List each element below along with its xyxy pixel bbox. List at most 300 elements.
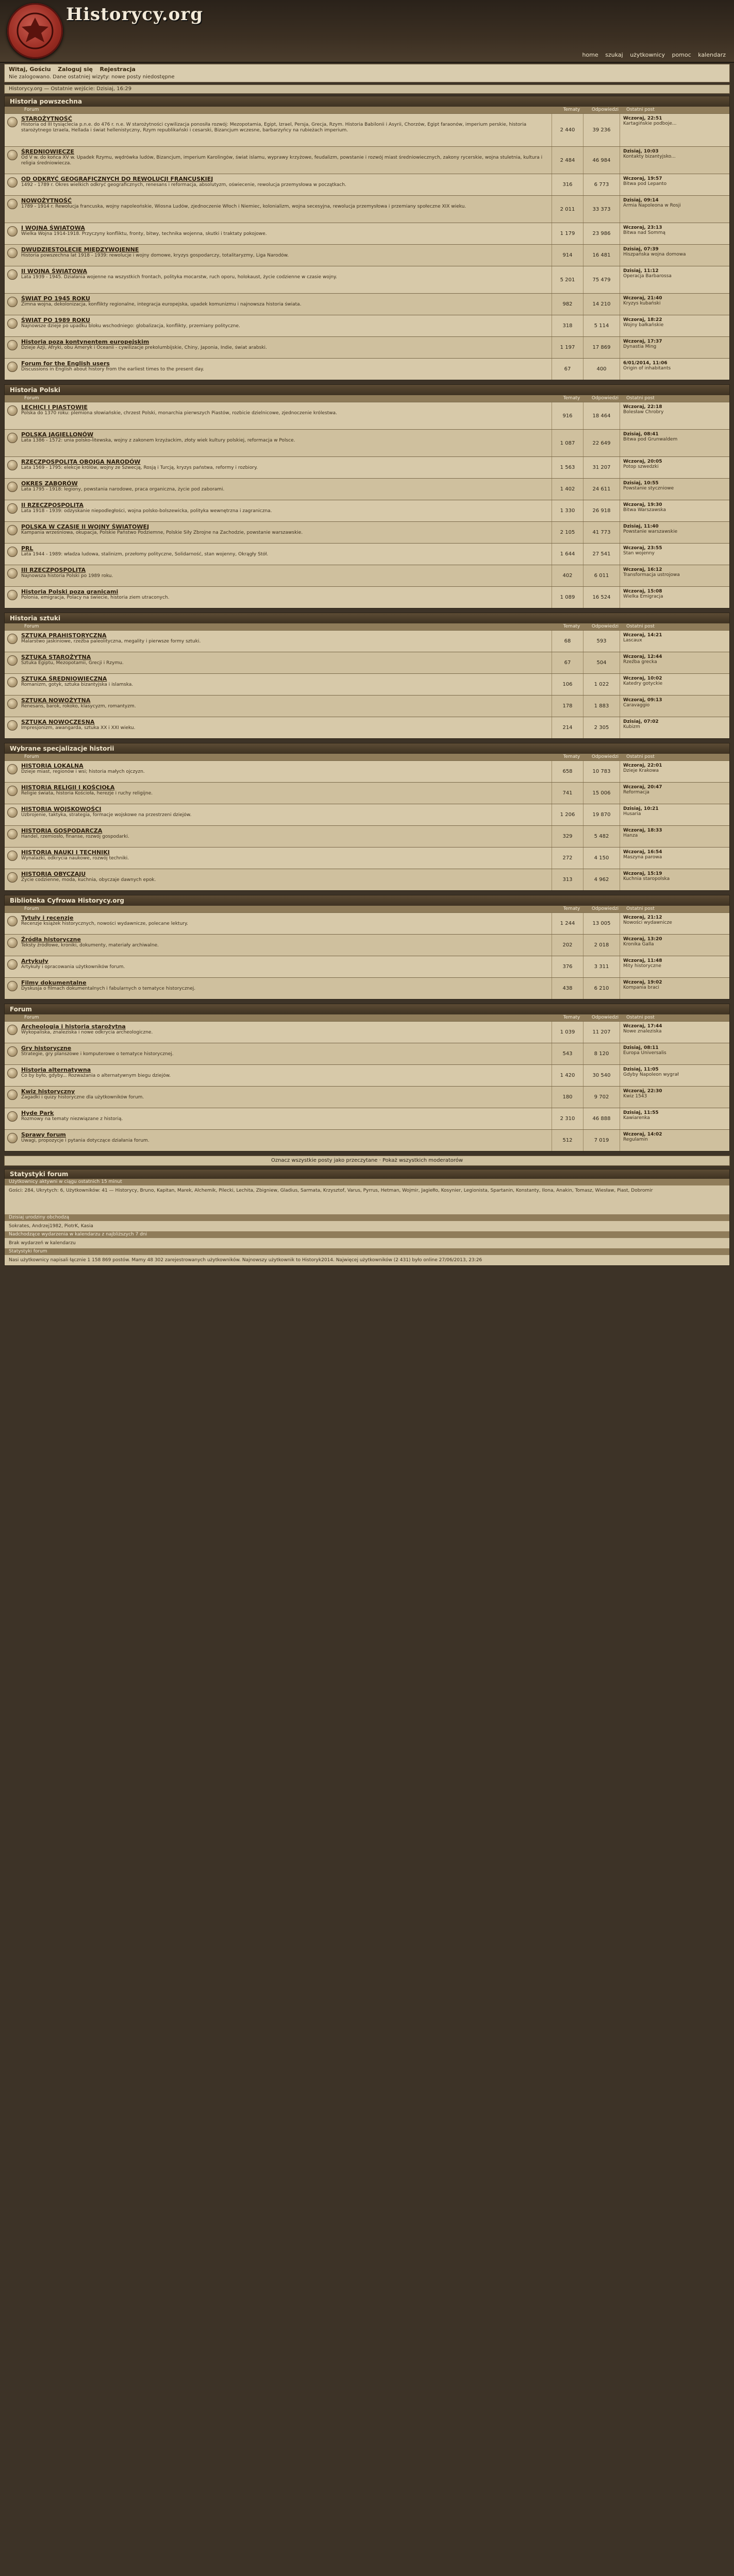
- forum-description: Od V w. do końca XV w. Upadek Rzymu, wędrówka ludów, Bizancjum, imperium Karolingów, świat islamu, wyprawy krzyżowe, feudalizm, powstanie i rozwój miast średniowiecznych, zakony rycerskie, wojna stuletnia, kultura i religia średniowiecza.: [21, 155, 543, 166]
- last-post-date: Dzisiaj, 11:55: [623, 1110, 659, 1115]
- forum-status-icon: [5, 223, 20, 244]
- forum-last-post: [620, 826, 729, 847]
- forum-topic-count: 272: [552, 848, 583, 869]
- forum-topic-count: 1 644: [552, 544, 583, 565]
- forum-status-icon: [5, 114, 20, 146]
- last-post-date: Dzisiaj, 11:05: [623, 1067, 659, 1072]
- last-post-topic-link[interactable]: Powstanie styczniowe: [623, 486, 674, 491]
- last-post-topic-link[interactable]: Nowości wydawnicze: [623, 920, 672, 925]
- column-header-forum: Forum: [24, 107, 39, 112]
- forum-last-post: [620, 223, 729, 244]
- forum-description: Lata 1939 - 1945. Działania wojenne na wszystkich frontach, polityka mocarstw, ruch oporu, holokaust, życie codzienne w czasie wojny.: [21, 275, 337, 280]
- forum-row: [5, 717, 729, 738]
- forum-category: [4, 743, 730, 891]
- forum-post-count: 18 464: [583, 402, 620, 429]
- last-post-date: Wczoraj, 19:30: [623, 502, 662, 507]
- category-title[interactable]: Biblioteka Cyfrowa Historycy.org: [5, 895, 729, 906]
- forum-post-count: 3 311: [583, 956, 620, 977]
- forum-last-post: [620, 359, 729, 380]
- nav-calendar-link[interactable]: kalendarz: [698, 52, 726, 58]
- board-footer-links[interactable]: Oznacz wszystkie posty jako przeczytane · Pokaż wszystkich moderatorów: [4, 1156, 730, 1166]
- forum-last-post: [620, 315, 729, 336]
- online-users: Gości: 284, Ukrytych: 6, Użytkowników: 41 — Historycy, Bruno, Kapitan, Marek, Alchemik, Pilecki, Lechita, Zbigniew, Gladius, Sarmata, Krzysztof, Varus, Pyrrus, Hetman, Wojmir, Jagiełło, Kosynier, Legionista, Spartanin, Konstanty, Ilona, Anakin, Tomasz, Wiesław, Piast, Dobromir: [9, 1188, 653, 1193]
- last-post-date: Wczoraj, 14:21: [623, 633, 662, 638]
- forum-description: Kampania wrześniowa, okupacja, Polskie Państwo Podziemne, Polskie Siły Zbrojne na Zachodzie, powstanie warszawskie.: [21, 530, 303, 535]
- forum-status-icon: [5, 956, 20, 977]
- forum-topic-count: 1 420: [552, 1065, 583, 1086]
- forum-row: [5, 934, 729, 956]
- forum-row: [5, 358, 729, 380]
- forum-last-post: [620, 717, 729, 738]
- forum-topic-count: 1 330: [552, 500, 583, 521]
- last-post-topic-link[interactable]: Lascaux: [623, 638, 642, 643]
- last-post-date: Wczoraj, 22:01: [623, 763, 662, 768]
- column-header-posts: Odpowiedzi: [591, 107, 619, 112]
- forum-title-link[interactable]: STAROŻYTNOŚĆ: [21, 115, 72, 122]
- forum-description: Malarstwo jaskiniowe, rzeźba paleolityczna, megality i pierwsze formy sztuki.: [21, 639, 201, 644]
- forum-description: Lata 1386 - 1572: unia polsko-litewska, wojny z zakonem krzyżackim, złoty wiek kultury polskiej, reformacja w Polsce.: [21, 438, 295, 443]
- forum-title-link[interactable]: SZTUKA STAROŻYTNA: [21, 654, 91, 660]
- forum-post-count: 27 541: [583, 544, 620, 565]
- last-post-topic-link[interactable]: Regulamin: [623, 1137, 648, 1142]
- column-header-posts: Odpowiedzi: [591, 624, 619, 629]
- forum-row: [5, 1064, 729, 1086]
- forum-post-count: 400: [583, 359, 620, 380]
- last-post-topic-link[interactable]: Bitwa pod Grunwaldem: [623, 437, 678, 442]
- last-post-topic-link[interactable]: Maszyna parowa: [623, 855, 662, 860]
- forum-description: Najnowsze dzieje po upadku bloku wschodniego: globalizacja, konflikty, przemiany polityczne.: [21, 324, 240, 329]
- forum-status-icon: [5, 294, 20, 315]
- forum-title-link[interactable]: ŚWIAT PO 1945 ROKU: [21, 295, 90, 302]
- forum-last-post: [620, 848, 729, 869]
- column-header-topics: Tematy: [563, 1015, 580, 1020]
- forum-title-link[interactable]: Historia alternatywna: [21, 1066, 91, 1073]
- register-link[interactable]: Rejestracja: [99, 66, 136, 73]
- forum-topic-count: 741: [552, 783, 583, 804]
- forum-status-icon: [5, 826, 20, 847]
- last-post-topic-link[interactable]: Reformacja: [623, 790, 649, 795]
- forum-status-icon: [5, 479, 20, 500]
- forum-last-post: [620, 174, 729, 195]
- board-container: [4, 64, 730, 1266]
- forum-title-link[interactable]: ŚREDNIOWIECZE: [21, 148, 74, 155]
- forum-title-link[interactable]: II RZECZPOSPOLITA: [21, 502, 84, 509]
- forum-status-icon: [5, 587, 20, 608]
- forum-title-link[interactable]: Historia Polski poza granicami: [21, 588, 119, 595]
- login-status: Nie zalogowano. Dane ostatniej wizyty: nowe posty niedostępne: [9, 74, 175, 80]
- forum-title-link[interactable]: HISTORIA NAUKI I TECHNIKI: [21, 849, 110, 856]
- last-post-topic-link[interactable]: Mity historyczne: [623, 963, 661, 969]
- last-post-topic-link[interactable]: Kryzys kubański: [623, 301, 661, 306]
- column-header-forum: Forum: [24, 624, 39, 629]
- forum-post-count: 4 962: [583, 869, 620, 890]
- forum-status-icon: [5, 1043, 20, 1064]
- forum-post-count: 5 114: [583, 315, 620, 336]
- forum-title-link[interactable]: HISTORIA GOSPODARCZA: [21, 827, 103, 834]
- forum-row: [5, 804, 729, 825]
- forum-title-link[interactable]: POLSKA JAGIELLONÓW: [21, 431, 94, 438]
- forum-title-link[interactable]: HISTORIA LOKALNA: [21, 762, 84, 769]
- last-post-topic-link[interactable]: Katedry gotyckie: [623, 681, 663, 686]
- forum-row: [5, 146, 729, 174]
- forum-post-count: 8 120: [583, 1043, 620, 1064]
- last-post-topic-link[interactable]: Hiszpańska wojna domowa: [623, 252, 686, 257]
- last-post-topic-link[interactable]: Hanza: [623, 833, 638, 838]
- forum-last-post: [620, 565, 729, 586]
- last-post-date: Wczoraj, 20:47: [623, 785, 662, 790]
- last-post-date: Wczoraj, 16:54: [623, 850, 662, 855]
- last-post-topic-link[interactable]: Origin of inhabitants: [623, 366, 671, 371]
- last-post-date: Wczoraj, 11:48: [623, 958, 662, 963]
- forum-post-count: 1 883: [583, 696, 620, 717]
- last-post-date: Dzisiaj, 07:02: [623, 719, 659, 724]
- forum-status-icon: [5, 500, 20, 521]
- nav-members-link[interactable]: użytkownicy: [630, 52, 665, 58]
- column-header-posts: Odpowiedzi: [591, 906, 619, 911]
- forum-last-post: [620, 114, 729, 146]
- forum-post-count: 11 207: [583, 1022, 620, 1043]
- last-post-topic-link[interactable]: Gdyby Napoleon wygrał: [623, 1072, 679, 1077]
- forum-title-link[interactable]: Filmy dokumentalne: [21, 979, 87, 986]
- forum-category: [4, 895, 730, 999]
- last-post-date: Wczoraj, 22:30: [623, 1089, 662, 1094]
- forum-topic-count: 1 179: [552, 223, 583, 244]
- column-header-last: Ostatni post: [626, 396, 655, 401]
- last-post-date: Wczoraj, 22:51: [623, 116, 662, 121]
- last-post-topic-link[interactable]: Potop szwedzki: [623, 464, 659, 469]
- forum-row: [5, 1043, 729, 1064]
- forum-last-post: [620, 935, 729, 956]
- forum-description: Renesans, barok, rokoko, klasycyzm, romantyzm.: [21, 704, 136, 709]
- forum-topic-count: 2 310: [552, 1108, 583, 1129]
- forum-title-link[interactable]: SZTUKA PRAHISTORYCZNA: [21, 632, 107, 639]
- last-post-topic-link[interactable]: Bitwa nad Sommą: [623, 230, 666, 235]
- category-title[interactable]: Historia sztuki: [5, 613, 729, 623]
- forum-title-link[interactable]: Forum for the English users: [21, 360, 110, 367]
- category-title[interactable]: Historia powszechna: [5, 96, 729, 107]
- forum-title-link[interactable]: Sprawy forum: [21, 1131, 66, 1138]
- column-header-forum: Forum: [24, 906, 39, 911]
- forum-post-count: 19 870: [583, 804, 620, 825]
- forum-description: Życie codzienne, moda, kuchnia, obyczaje dawnych epok.: [21, 877, 156, 883]
- forum-title-link[interactable]: SZTUKA NOWOŻYTNA: [21, 697, 91, 704]
- forum-title-link[interactable]: DWUDZIESTOLECIE MIĘDZYWOJENNE: [21, 246, 139, 253]
- forum-row: [5, 869, 729, 890]
- forum-row: [5, 586, 729, 608]
- forum-category: [4, 1004, 730, 1151]
- nav-help-link[interactable]: pomoc: [672, 52, 691, 58]
- forum-title-link[interactable]: HISTORIA OBYCZAJU: [21, 871, 86, 877]
- forum-row: [5, 673, 729, 695]
- forum-description: Lata 1944 - 1989: władza ludowa, stalinizm, przełomy polityczne, Solidarność, stan wojenny, Okrągły Stół.: [21, 552, 269, 557]
- forum-status-icon: [5, 522, 20, 543]
- column-header-forum: Forum: [24, 1015, 39, 1020]
- category-list: [4, 96, 730, 1151]
- forum-last-post: [620, 696, 729, 717]
- forum-row: [5, 956, 729, 977]
- forum-description: Lata 1918 - 1939: odzyskanie niepodległości, wojna polsko-bolszewicka, polityka wewnętrzna i zagraniczna.: [21, 509, 272, 514]
- forum-description: Uwagi, propozycje i pytania dotyczące działania forum.: [21, 1138, 149, 1143]
- welcome-text: Witaj, Gościu: [9, 66, 51, 73]
- category-title[interactable]: Historia Polski: [5, 385, 729, 395]
- forum-post-count: 39 236: [583, 114, 620, 146]
- forum-description: Dzieje miast, regionów i wsi; historia małych ojczyzn.: [21, 769, 145, 774]
- last-post-date: Wczoraj, 21:40: [623, 296, 662, 301]
- forum-topic-count: 313: [552, 869, 583, 890]
- last-post-topic-link[interactable]: Operacja Barbarossa: [623, 274, 672, 279]
- last-post-date: Dzisiaj, 09:14: [623, 198, 659, 203]
- last-post-date: Wczoraj, 20:05: [623, 459, 662, 464]
- forum-topic-count: 402: [552, 565, 583, 586]
- forum-status-icon: [5, 174, 20, 195]
- forum-description: Romanizm, gotyk, sztuka bizantyjska i islamska.: [21, 682, 134, 687]
- column-header-last: Ostatni post: [626, 1015, 655, 1020]
- category-title[interactable]: Forum: [5, 1004, 729, 1014]
- forum-title-link[interactable]: OKRES ZABORÓW: [21, 480, 78, 487]
- forum-description: Polonia, emigracja, Polacy na świecie, historia ziem utraconych.: [21, 595, 170, 600]
- forum-last-post: [620, 1022, 729, 1043]
- forum-topic-count: 329: [552, 826, 583, 847]
- forum-row: [5, 782, 729, 804]
- column-header-last: Ostatni post: [626, 624, 655, 629]
- nav-search-link[interactable]: szukaj: [605, 52, 623, 58]
- forum-row: [5, 760, 729, 782]
- forum-row: [5, 195, 729, 223]
- last-post-topic-link[interactable]: Bitwa pod Lepanto: [623, 181, 667, 187]
- forum-row: [5, 1129, 729, 1151]
- forum-row: [5, 977, 729, 999]
- forum-row: [5, 315, 729, 336]
- column-header-last: Ostatni post: [626, 754, 655, 759]
- last-post-date: Wczoraj, 21:12: [623, 915, 662, 920]
- column-header-topics: Tematy: [563, 624, 580, 629]
- calendar-heading: Nadchodzące wydarzenia w kalendarzu z najbliższych 7 dni: [5, 1231, 729, 1238]
- last-post-topic-link[interactable]: Dynastia Ming: [623, 344, 657, 349]
- forum-post-count: 15 006: [583, 783, 620, 804]
- forum-last-post: [620, 956, 729, 977]
- last-post-topic-link[interactable]: Powstanie warszawskie: [623, 529, 678, 534]
- last-post-topic-link[interactable]: Kontakty bizantyjsko...: [623, 154, 676, 159]
- forum-title-link[interactable]: Artykuły: [21, 958, 48, 964]
- forum-last-post: [620, 978, 729, 999]
- last-post-topic-link[interactable]: Kartagińskie podboje...: [623, 121, 677, 126]
- forum-status-icon: [5, 457, 20, 478]
- last-post-date: Wczoraj, 16:12: [623, 567, 662, 572]
- forum-row: [5, 543, 729, 565]
- forum-last-post: [620, 652, 729, 673]
- forum-status-icon: [5, 717, 20, 738]
- last-post-topic-link[interactable]: Bolesław Chrobry: [623, 410, 664, 415]
- forum-status-icon: [5, 935, 20, 956]
- last-post-topic-link[interactable]: Kawiarenka: [623, 1115, 650, 1121]
- last-post-topic-link[interactable]: Rzeźba grecka: [623, 659, 657, 665]
- calendar-events: Brak wydarzeń w kalendarzu: [9, 1241, 76, 1246]
- forum-status-icon: [5, 1065, 20, 1086]
- forum-last-post: [620, 761, 729, 782]
- birthday-users: Sokrates, Andrzej1982, PiotrK, Kasia: [9, 1224, 93, 1229]
- forum-topic-count: 178: [552, 696, 583, 717]
- forum-title-link[interactable]: Źródła historyczne: [21, 936, 81, 943]
- forum-row: [5, 630, 729, 652]
- forum-status-icon: [5, 1130, 20, 1151]
- forum-last-post: [620, 869, 729, 890]
- forum-status-icon: [5, 978, 20, 999]
- last-post-topic-link[interactable]: Kubizm: [623, 724, 640, 730]
- column-headers: [5, 906, 729, 912]
- board-stats: [4, 1169, 730, 1266]
- forum-topic-count: 2 105: [552, 522, 583, 543]
- forum-topic-count: 1 402: [552, 479, 583, 500]
- forum-post-count: 6 011: [583, 565, 620, 586]
- last-post-topic-link[interactable]: Nowe znaleziska: [623, 1029, 662, 1034]
- forum-status-icon: [5, 674, 20, 695]
- last-post-topic-link[interactable]: Europa Universalis: [623, 1050, 666, 1056]
- column-headers: [5, 1014, 729, 1021]
- forum-title-link[interactable]: III RZECZPOSPOLITA: [21, 567, 86, 573]
- category-title[interactable]: Wybrane specjalizacje historii: [5, 743, 729, 754]
- forum-title-link[interactable]: Archeologia i historia starożytna: [21, 1023, 126, 1030]
- forum-title-link[interactable]: POLSKA W CZASIE II WOJNY ŚWIATOWEJ: [21, 523, 149, 530]
- last-post-topic-link[interactable]: Transformacja ustrojowa: [623, 572, 680, 578]
- forum-row: [5, 336, 729, 358]
- login-link[interactable]: Zaloguj się: [58, 66, 93, 73]
- last-post-date: Wczoraj, 12:44: [623, 654, 662, 659]
- forum-category: [4, 613, 730, 739]
- forum-last-post: [620, 804, 729, 825]
- forum-status-icon: [5, 1087, 20, 1108]
- forum-status-icon: [5, 315, 20, 336]
- column-header-forum: Forum: [24, 754, 39, 759]
- last-post-topic-link[interactable]: Kwiz 1543: [623, 1094, 647, 1099]
- forum-post-count: 2 018: [583, 935, 620, 956]
- site-logo-text[interactable]: Historycy.org: [66, 4, 203, 25]
- forum-description: Historia od III tysiąclecia p.n.e. do 476 r. n.e. W starożytności cywilizacja ponosiła rozwój: Mezopotamia, Egipt, Izrael, Persja, Grecja, Rzym. Historia Babilonii i Asyrii, Chorzów, Egipt faraonów, imperium perskie, historia starożytnego Izraela, Hellada i świat hellenistyczny, Rzym republikański i cesarski, Bizancjum wczesne, barbarzyńcy na rubieżach imperium.: [21, 122, 527, 133]
- column-header-topics: Tematy: [563, 396, 580, 401]
- forum-title-link[interactable]: Tytuły i recenzje: [21, 914, 74, 921]
- last-post-date: Dzisiaj, 10:55: [623, 481, 659, 486]
- last-post-date: Wczoraj, 19:02: [623, 980, 662, 985]
- forum-post-count: 23 986: [583, 223, 620, 244]
- forum-status-icon: [5, 359, 20, 380]
- forum-post-count: 26 918: [583, 500, 620, 521]
- forum-post-count: 16 481: [583, 245, 620, 266]
- forum-description: Sztuka Egiptu, Mezopotamii, Grecji i Rzymu.: [21, 660, 124, 666]
- forum-description: Lata 1795 - 1918: legiony, powstania narodowe, praca organiczna, życie pod zaborami.: [21, 487, 225, 492]
- forum-description: Zagadki i quizy historyczne dla użytkowników forum.: [21, 1095, 144, 1100]
- forum-title-link[interactable]: NOWOŻYTNOŚĆ: [21, 197, 72, 204]
- forum-status-icon: [5, 147, 20, 174]
- forum-row: [5, 113, 729, 146]
- last-post-topic-link[interactable]: Armia Napoleona w Rosji: [623, 203, 681, 208]
- forum-title-link[interactable]: PRL: [21, 545, 34, 552]
- forum-title-link[interactable]: Historia poza kontynentem europejskim: [21, 338, 149, 345]
- forum-last-post: [620, 266, 729, 293]
- forum-topic-count: 1 039: [552, 1022, 583, 1043]
- column-header-last: Ostatni post: [626, 906, 655, 911]
- last-post-date: Dzisiaj, 08:41: [623, 432, 659, 437]
- forum-last-post: [620, 196, 729, 223]
- forum-row: [5, 695, 729, 717]
- forum-post-count: 6 773: [583, 174, 620, 195]
- forum-topic-count: 376: [552, 956, 583, 977]
- last-post-topic-link[interactable]: Kompania braci: [623, 985, 659, 990]
- forum-title-link[interactable]: RZECZPOSPOLITA OBOJGA NARODÓW: [21, 459, 141, 465]
- forum-title-link[interactable]: II WOJNA ŚWIATOWA: [21, 268, 87, 275]
- last-post-date: Wczoraj, 23:13: [623, 225, 662, 230]
- last-post-topic-link[interactable]: Kuchnia staropolska: [623, 876, 670, 882]
- forum-last-post: [620, 245, 729, 266]
- forum-title-link[interactable]: Hyde Park: [21, 1110, 54, 1116]
- forum-title-link[interactable]: HISTORIA RELIGII I KOŚCIOŁA: [21, 784, 115, 791]
- last-post-date: Wczoraj, 09:13: [623, 698, 662, 703]
- forum-title-link[interactable]: HISTORIA WOJSKOWOŚCI: [21, 806, 102, 812]
- forum-row: [5, 652, 729, 673]
- forum-topic-count: 1 244: [552, 913, 583, 934]
- forum-topic-count: 1 206: [552, 804, 583, 825]
- forum-last-post: [620, 479, 729, 500]
- last-post-topic-link[interactable]: Wielka Emigracja: [623, 594, 663, 599]
- nav-home-link[interactable]: home: [582, 52, 598, 58]
- last-post-topic-link[interactable]: Caravaggio: [623, 703, 650, 708]
- forum-topic-count: 2 440: [552, 114, 583, 146]
- forum-description: Rozmowy na tematy niezwiązane z historią.: [21, 1116, 123, 1122]
- forum-status-icon: [5, 652, 20, 673]
- last-post-topic-link[interactable]: Stan wojenny: [623, 551, 655, 556]
- last-post-topic-link[interactable]: Bitwa Warszawska: [623, 507, 666, 513]
- last-post-topic-link[interactable]: Wojny bałkańskie: [623, 323, 664, 328]
- forum-status-icon: [5, 245, 20, 266]
- forum-row: [5, 174, 729, 195]
- forum-title-link[interactable]: SZTUKA NOWOCZESNA: [21, 719, 95, 725]
- forum-title-link[interactable]: LECHICI I PIASTOWIE: [21, 404, 88, 411]
- forum-post-count: 2 305: [583, 717, 620, 738]
- forum-title-link[interactable]: I WOJNA ŚWIATOWA: [21, 225, 85, 231]
- column-header-posts: Odpowiedzi: [591, 396, 619, 401]
- forum-status-icon: [5, 1108, 20, 1129]
- forum-row: [5, 500, 729, 521]
- column-header-forum: Forum: [24, 396, 39, 401]
- forum-post-count: 1 022: [583, 674, 620, 695]
- last-post-topic-link[interactable]: Kronika Galla: [623, 942, 654, 947]
- column-headers: [5, 395, 729, 402]
- forum-description: Discussions in English about history from the earliest times to the present day.: [21, 367, 204, 372]
- column-headers: [5, 754, 729, 760]
- forum-description: Impresjonizm, awangarda, sztuka XX i XXI wieku.: [21, 725, 136, 731]
- forum-description: Strategie, gry planszowe i komputerowe o tematyce historycznej.: [21, 1052, 174, 1057]
- forum-title-link[interactable]: Kwiz historyczny: [21, 1088, 75, 1095]
- site-seal-logo[interactable]: [7, 3, 63, 59]
- birthday-heading: Dzisiaj urodziny obchodzą: [5, 1214, 729, 1221]
- forum-description: Dzieje Azji, Afryki, obu Ameryk i Oceanii - cywilizacje prekolumbijskie, Chiny, Japonia, Indie, świat arabski.: [21, 345, 267, 350]
- forum-topic-count: 916: [552, 402, 583, 429]
- forum-description: Uzbrojenie, taktyka, strategia, formacje wojskowe na przestrzeni dziejów.: [21, 812, 192, 818]
- forum-description: Wynalazki, odkrycia naukowe, rozwój techniki.: [21, 856, 129, 861]
- forum-description: Recenzje książek historycznych, nowości wydawnicze, polecane lektury.: [21, 921, 188, 926]
- stats-title: Statystyki forum: [5, 1170, 729, 1179]
- forum-title-link[interactable]: SZTUKA ŚREDNIOWIECZNA: [21, 675, 107, 682]
- forum-post-count: 22 649: [583, 430, 620, 456]
- forum-topic-count: 1 197: [552, 337, 583, 358]
- last-post-topic-link[interactable]: Husaria: [623, 811, 641, 817]
- forum-description: Zimna wojna, dekolonizacja, konflikty regionalne, integracja europejska, upadek komunizmu i najnowsza historia świata.: [21, 302, 302, 307]
- forum-last-post: [620, 1130, 729, 1151]
- forum-status-icon: [5, 761, 20, 782]
- forum-title-link[interactable]: ŚWIAT PO 1989 ROKU: [21, 317, 90, 324]
- forum-title-link[interactable]: OD ODKRYĆ GEOGRAFICZNYCH DO REWOLUCJI FRANCUSKIEJ: [21, 176, 213, 182]
- site-header: [0, 0, 734, 63]
- forum-title-link[interactable]: Gry historyczne: [21, 1045, 72, 1052]
- last-post-topic-link[interactable]: Dzieje Krakowa: [623, 768, 659, 773]
